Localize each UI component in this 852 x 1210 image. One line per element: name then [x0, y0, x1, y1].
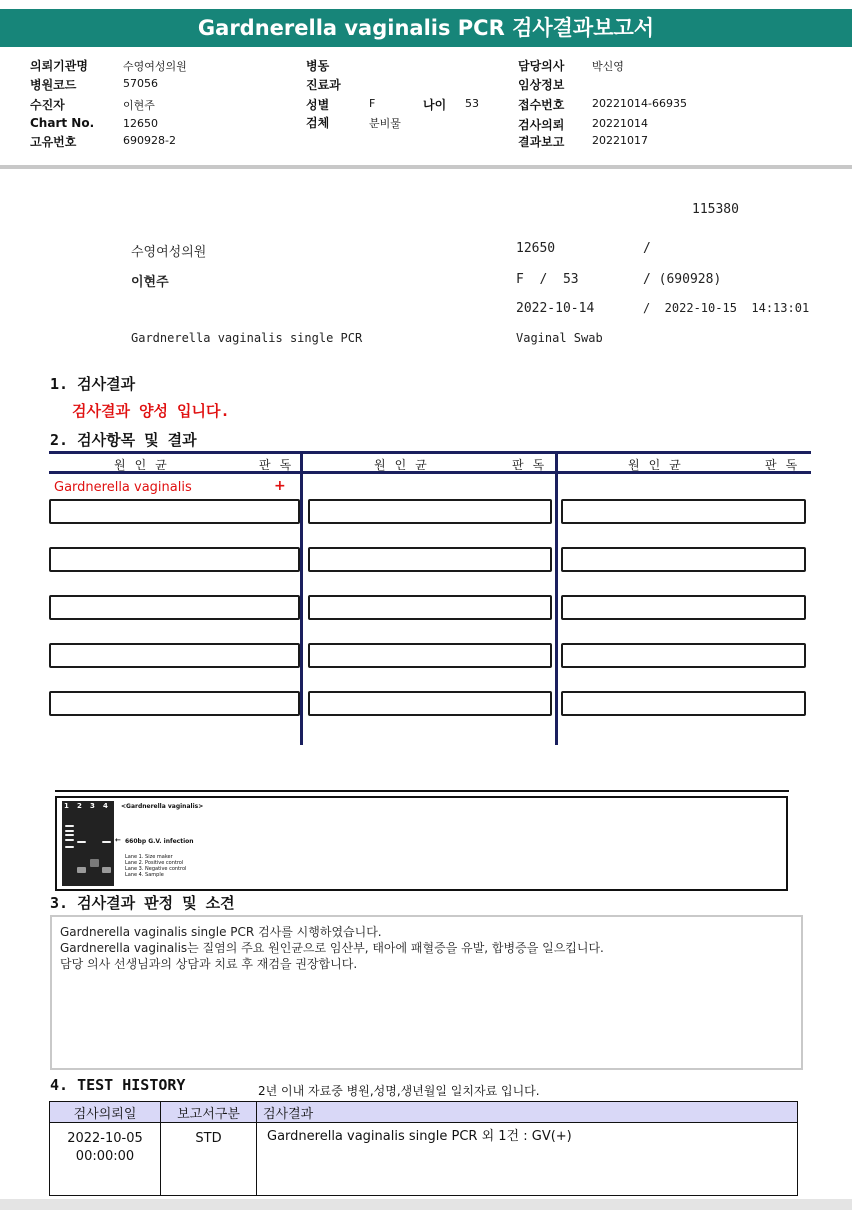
info-birth: / (690928) [643, 272, 722, 287]
age-value: 53 [465, 97, 479, 110]
result-cell [49, 691, 300, 716]
lane-number: 1 [64, 802, 69, 810]
lane-number: 3 [90, 802, 95, 810]
grid-top-rule [49, 451, 811, 454]
result-cell [561, 499, 806, 524]
result-cell [308, 499, 552, 524]
info-sex-age: F / 53 [516, 272, 579, 287]
history-type: STD [161, 1123, 257, 1196]
report-title: Gardnerella vaginalis PCR 검사결과보고서 [0, 9, 852, 47]
report-date-value: 20221017 [592, 134, 648, 147]
info-clinic: 수영여성의원 [131, 245, 207, 260]
gel-band [102, 841, 111, 843]
gel-band [102, 867, 111, 873]
hospital-code-value: 57056 [123, 77, 158, 90]
request-date-value: 20221014 [592, 117, 648, 130]
gel-image [62, 801, 114, 886]
result-pathogen: Gardnerella vaginalis [54, 480, 192, 495]
result-cell [561, 547, 806, 572]
patient-value: 이현주 [123, 99, 155, 112]
institution-value: 수영여성의원 [123, 60, 187, 73]
institution-label: 의뢰기관명 [30, 59, 88, 73]
patient-label: 수진자 [30, 98, 65, 112]
doctor-label: 담당의사 [518, 59, 565, 73]
history-result: Gardnerella vaginalis single PCR 외 1건 : GV(+) [257, 1123, 798, 1196]
result-cell [561, 691, 806, 716]
info-patient-name: 이현주 [131, 275, 169, 290]
gel-band [65, 834, 74, 836]
gel-band-label: 660bp G.V. infection [125, 838, 194, 845]
chart-no-label: Chart No. [30, 116, 95, 130]
result-cell [308, 547, 552, 572]
lane-number: 4 [103, 802, 108, 810]
receipt-no-label: 접수번호 [518, 98, 565, 112]
gel-legend-item: Lane 1. Size maker [125, 854, 173, 860]
history-date: 2022-10-05 [67, 1131, 143, 1146]
gel-band [65, 846, 74, 848]
finding-line: Gardnerella vaginalis는 질염의 주요 원인균으로 임산부, 태아에 패혈증을 유발, 합병증을 일으킵니다. [60, 941, 604, 955]
request-date-label: 검사의뢰 [518, 118, 565, 132]
gel-legend-item: Lane 2. Positive control [125, 860, 184, 866]
hospital-code-label: 병원코드 [30, 78, 77, 92]
history-table [49, 1101, 798, 1196]
info-sample: Vaginal Swab [516, 331, 603, 345]
result-cell [561, 595, 806, 620]
finding-line: 담당 의사 선생님과의 상담과 치료 후 재검을 권장합니다. [60, 957, 358, 971]
result-cell [49, 547, 300, 572]
info-test-name: Gardnerella vaginalis single PCR [131, 331, 363, 345]
specimen-label: 검체 [306, 116, 330, 130]
result-cell [49, 499, 300, 524]
section1-heading: 1. 검사결과 [50, 375, 136, 393]
specimen-value: 분비물 [369, 117, 401, 130]
figure-top-rule [55, 790, 789, 792]
result-cell [308, 643, 552, 668]
unique-no-label: 고유번호 [30, 135, 77, 149]
lane-number: 2 [77, 802, 82, 810]
result-reading: + [274, 478, 286, 494]
dept-label: 진료과 [306, 78, 341, 92]
clinical-info-label: 임상정보 [518, 78, 565, 92]
col-reading-header-1: 판독 [259, 458, 301, 472]
history-time: 00:00:00 [75, 1149, 135, 1164]
info-report-datetime: / 2022-10-15 14:13:01 [643, 301, 810, 315]
chart-no-value: 12650 [123, 117, 158, 130]
info-slash: / [643, 241, 651, 256]
gel-legend-item: Lane 4. Sample [125, 872, 164, 878]
col-reading-header-2: 판독 [512, 458, 554, 472]
sex-value: F [369, 97, 376, 110]
unique-no-value: 690928-2 [123, 134, 176, 147]
section3-heading: 3. 검사결과 판정 및 소견 [50, 894, 235, 912]
finding-line: Gardnerella vaginalis single PCR 검사를 시행하였습니다. [60, 925, 382, 939]
gel-legend-item: Lane 3. Negative control [125, 866, 187, 872]
report-date-label: 결과보고 [518, 135, 565, 149]
result-cell [308, 691, 552, 716]
info-chart-no: 12650 [516, 241, 556, 256]
gel-band [77, 841, 86, 843]
history-note: 2년 이내 자료중 병원,성명,생년월일 일치자료 입니다. [258, 1084, 540, 1098]
doctor-value: 박신영 [592, 60, 624, 73]
history-row [50, 1123, 798, 1196]
result-cell [49, 643, 300, 668]
grid-divider-1 [300, 451, 303, 745]
section4-heading: 4. TEST HISTORY [50, 1076, 186, 1094]
section1-result: 검사결과 양성 입니다. [72, 402, 230, 420]
gel-band [65, 825, 74, 827]
history-col-header: 보고서구분 [161, 1102, 257, 1123]
result-cell [561, 643, 806, 668]
age-label: 나이 [423, 98, 447, 112]
gel-band [90, 859, 99, 867]
result-cell [308, 595, 552, 620]
arrow-icon: ← [115, 836, 121, 844]
col-pathogen-header-3: 원인균 [628, 458, 690, 472]
gel-caption: <Gardnerella vaginalis> [121, 803, 204, 810]
header-divider [0, 165, 852, 169]
section2-heading: 2. 검사항목 및 결과 [50, 431, 197, 449]
col-reading-header-3: 판독 [765, 458, 807, 472]
ward-label: 병동 [306, 59, 330, 73]
footer-bar [0, 1199, 852, 1210]
gel-band [65, 839, 74, 841]
report-id: 115380 [692, 202, 739, 217]
history-col-header: 검사결과 [257, 1102, 798, 1123]
gel-band [77, 867, 86, 873]
gel-band [65, 830, 74, 832]
result-cell [49, 595, 300, 620]
col-pathogen-header-2: 원인균 [374, 458, 436, 472]
grid-divider-2 [555, 451, 558, 745]
sex-label: 성별 [306, 98, 330, 112]
history-header-row [50, 1102, 798, 1123]
info-request-date: 2022-10-14 [516, 301, 595, 316]
col-pathogen-header-1: 원인균 [114, 458, 176, 472]
history-col-header: 검사의뢰일 [50, 1102, 161, 1123]
receipt-no-value: 20221014-66935 [592, 97, 687, 110]
history-date-cell [50, 1123, 161, 1196]
